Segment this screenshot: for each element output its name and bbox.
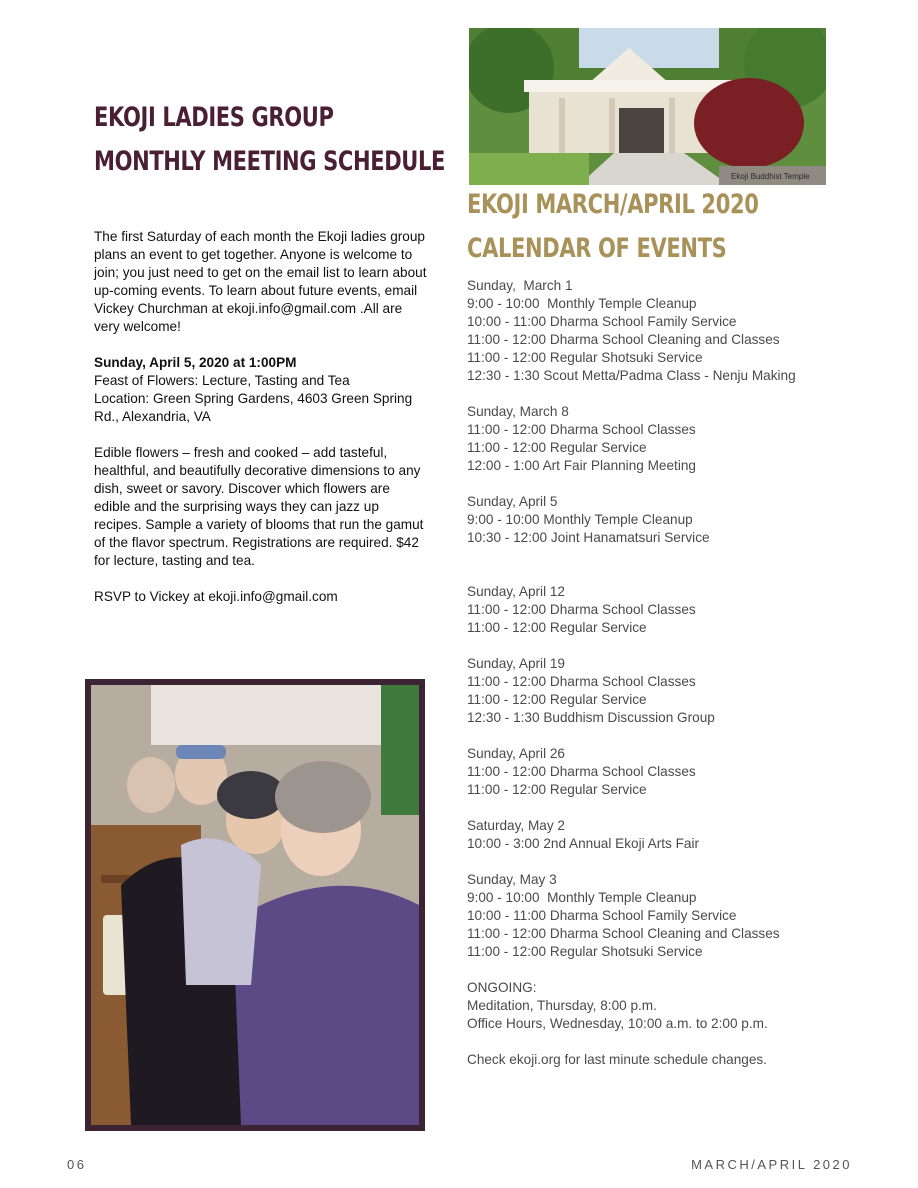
calendar-day-block — [467, 583, 847, 637]
calendar-day-block — [467, 493, 847, 547]
calendar-event-item: 10:30 - 12:00 Joint Hanamatsuri Service — [467, 530, 710, 545]
temple-sign-text: Ekoji Buddhist Temple — [731, 172, 810, 181]
temple-illustration — [469, 28, 826, 185]
calendar-day-block — [467, 817, 847, 853]
event-date: Sunday, April 5, 2020 at 1:00PM — [94, 355, 297, 370]
calendar-day-heading: Sunday, May 3 — [467, 872, 557, 887]
event-paragraph — [94, 354, 429, 426]
calendar-event-item: 11:00 - 12:00 Dharma School Cleaning and Classes — [467, 332, 780, 347]
calendar-day-heading: Sunday, March 8 — [467, 404, 569, 419]
calendar-day-heading: Sunday, April 12 — [467, 584, 565, 599]
calendar-day-heading: Sunday, March 1 — [467, 278, 573, 293]
calendar-event-item: 11:00 - 12:00 Dharma School Classes — [467, 674, 696, 689]
calendar-event-item: 9:00 - 10:00 Monthly Temple Cleanup — [467, 512, 693, 527]
ladies-photo-image — [91, 685, 419, 1125]
calendar-event-item: 11:00 - 12:00 Regular Shotsuki Service — [467, 944, 703, 959]
calendar-day-heading: Sunday, April 19 — [467, 656, 565, 671]
calendar-day-heading: ONGOING: — [467, 980, 537, 995]
calendar-title-line-1: EKOJI MARCH/APRIL 2020 — [467, 189, 759, 220]
calendar-day-block — [467, 655, 847, 727]
calendar-day-block — [467, 979, 847, 1033]
calendar-event-item: 11:00 - 12:00 Regular Service — [467, 440, 647, 455]
calendar-list — [467, 277, 847, 1069]
rsvp-line: RSVP to Vickey at ekoji.info@gmail.com — [94, 589, 338, 604]
calendar-event-item: 12:00 - 1:00 Art Fair Planning Meeting — [467, 458, 696, 473]
calendar-event-item: 11:00 - 12:00 Dharma School Classes — [467, 602, 696, 617]
calendar-day-block — [467, 745, 847, 799]
page-number: 06 — [67, 1157, 87, 1172]
calendar-event-item: 11:00 - 12:00 Dharma School Classes — [467, 422, 696, 437]
calendar-event-item: 12:30 - 1:30 Buddhism Discussion Group — [467, 710, 715, 725]
temple-photo — [469, 28, 826, 185]
calendar-event-item: 11:00 - 12:00 Regular Service — [467, 620, 647, 635]
calendar-event-item: 10:00 - 11:00 Dharma School Family Service — [467, 908, 737, 923]
calendar-title-line-2: CALENDAR OF EVENTS — [467, 233, 727, 264]
calendar-event-item: 11:00 - 12:00 Regular Service — [467, 692, 647, 707]
ladies-photo-illustration — [91, 685, 419, 1125]
calendar-event-item: 11:00 - 12:00 Dharma School Classes — [467, 764, 696, 779]
calendar-day-heading: Sunday, April 5 — [467, 494, 558, 509]
calendar-day-heading: Sunday, April 26 — [467, 746, 565, 761]
calendar-day-block — [467, 403, 847, 475]
calendar-event-item: Meditation, Thursday, 8:00 p.m. — [467, 998, 657, 1013]
calendar-day-block — [467, 871, 847, 961]
calendar-note: Check ekoji.org for last minute schedule changes. — [467, 1052, 767, 1067]
calendar-day-block — [467, 277, 847, 385]
ladies-title-line-2: MONTHLY MEETING SCHEDULE — [94, 146, 446, 177]
event-location: Location: Green Spring Gardens, 4603 Green Spring Rd., Alexandria, VA — [94, 391, 413, 424]
calendar-event-item: 11:00 - 12:00 Regular Shotsuki Service — [467, 350, 703, 365]
calendar-event-item: 10:00 - 3:00 2nd Annual Ekoji Arts Fair — [467, 836, 699, 851]
calendar-day-heading: Saturday, May 2 — [467, 818, 565, 833]
issue-label: MARCH/APRIL 2020 — [691, 1157, 852, 1172]
ladies-group-text — [94, 228, 429, 624]
ladies-group-title — [94, 96, 446, 184]
calendar-title — [467, 183, 763, 271]
calendar-event-item: Office Hours, Wednesday, 10:00 a.m. to 2:00 p.m. — [467, 1016, 768, 1031]
calendar-event-item: 11:00 - 12:00 Regular Service — [467, 782, 647, 797]
calendar-event-item: 9:00 - 10:00 Monthly Temple Cleanup — [467, 890, 697, 905]
calendar-event-item: 12:30 - 1:30 Scout Metta/Padma Class - Nenju Making — [467, 368, 796, 383]
ladies-title-line-1: EKOJI LADIES GROUP — [94, 102, 334, 133]
ladies-intro-paragraph: The first Saturday of each month the Ekoji ladies group plans an event to get together. Anyone is welcome to join; you just need to get on the email list to learn about up-coming events. To learn about future events, email Vickey Churchman at ekoji.info@gmail.com .All are very welcome! — [94, 229, 427, 334]
calendar-event-item: 11:00 - 12:00 Dharma School Cleaning and Classes — [467, 926, 780, 941]
event-title: Feast of Flowers: Lecture, Tasting and Tea — [94, 373, 350, 388]
calendar-event-item: 9:00 - 10:00 Monthly Temple Cleanup — [467, 296, 697, 311]
event-description: Edible flowers – fresh and cooked – add tasteful, healthful, and beautifully decorative dimensions to any dish, sweet or savory. Discover which flowers are edible and the surprising ways they can jazz up recipes. Sample a variety of blooms that run the gamut of the flavor spectrum. Registrations are required. $42 for lecture, tasting and tea. — [94, 445, 424, 568]
calendar-event-item: 10:00 - 11:00 Dharma School Family Service — [467, 314, 737, 329]
ladies-group-photo — [85, 679, 425, 1131]
